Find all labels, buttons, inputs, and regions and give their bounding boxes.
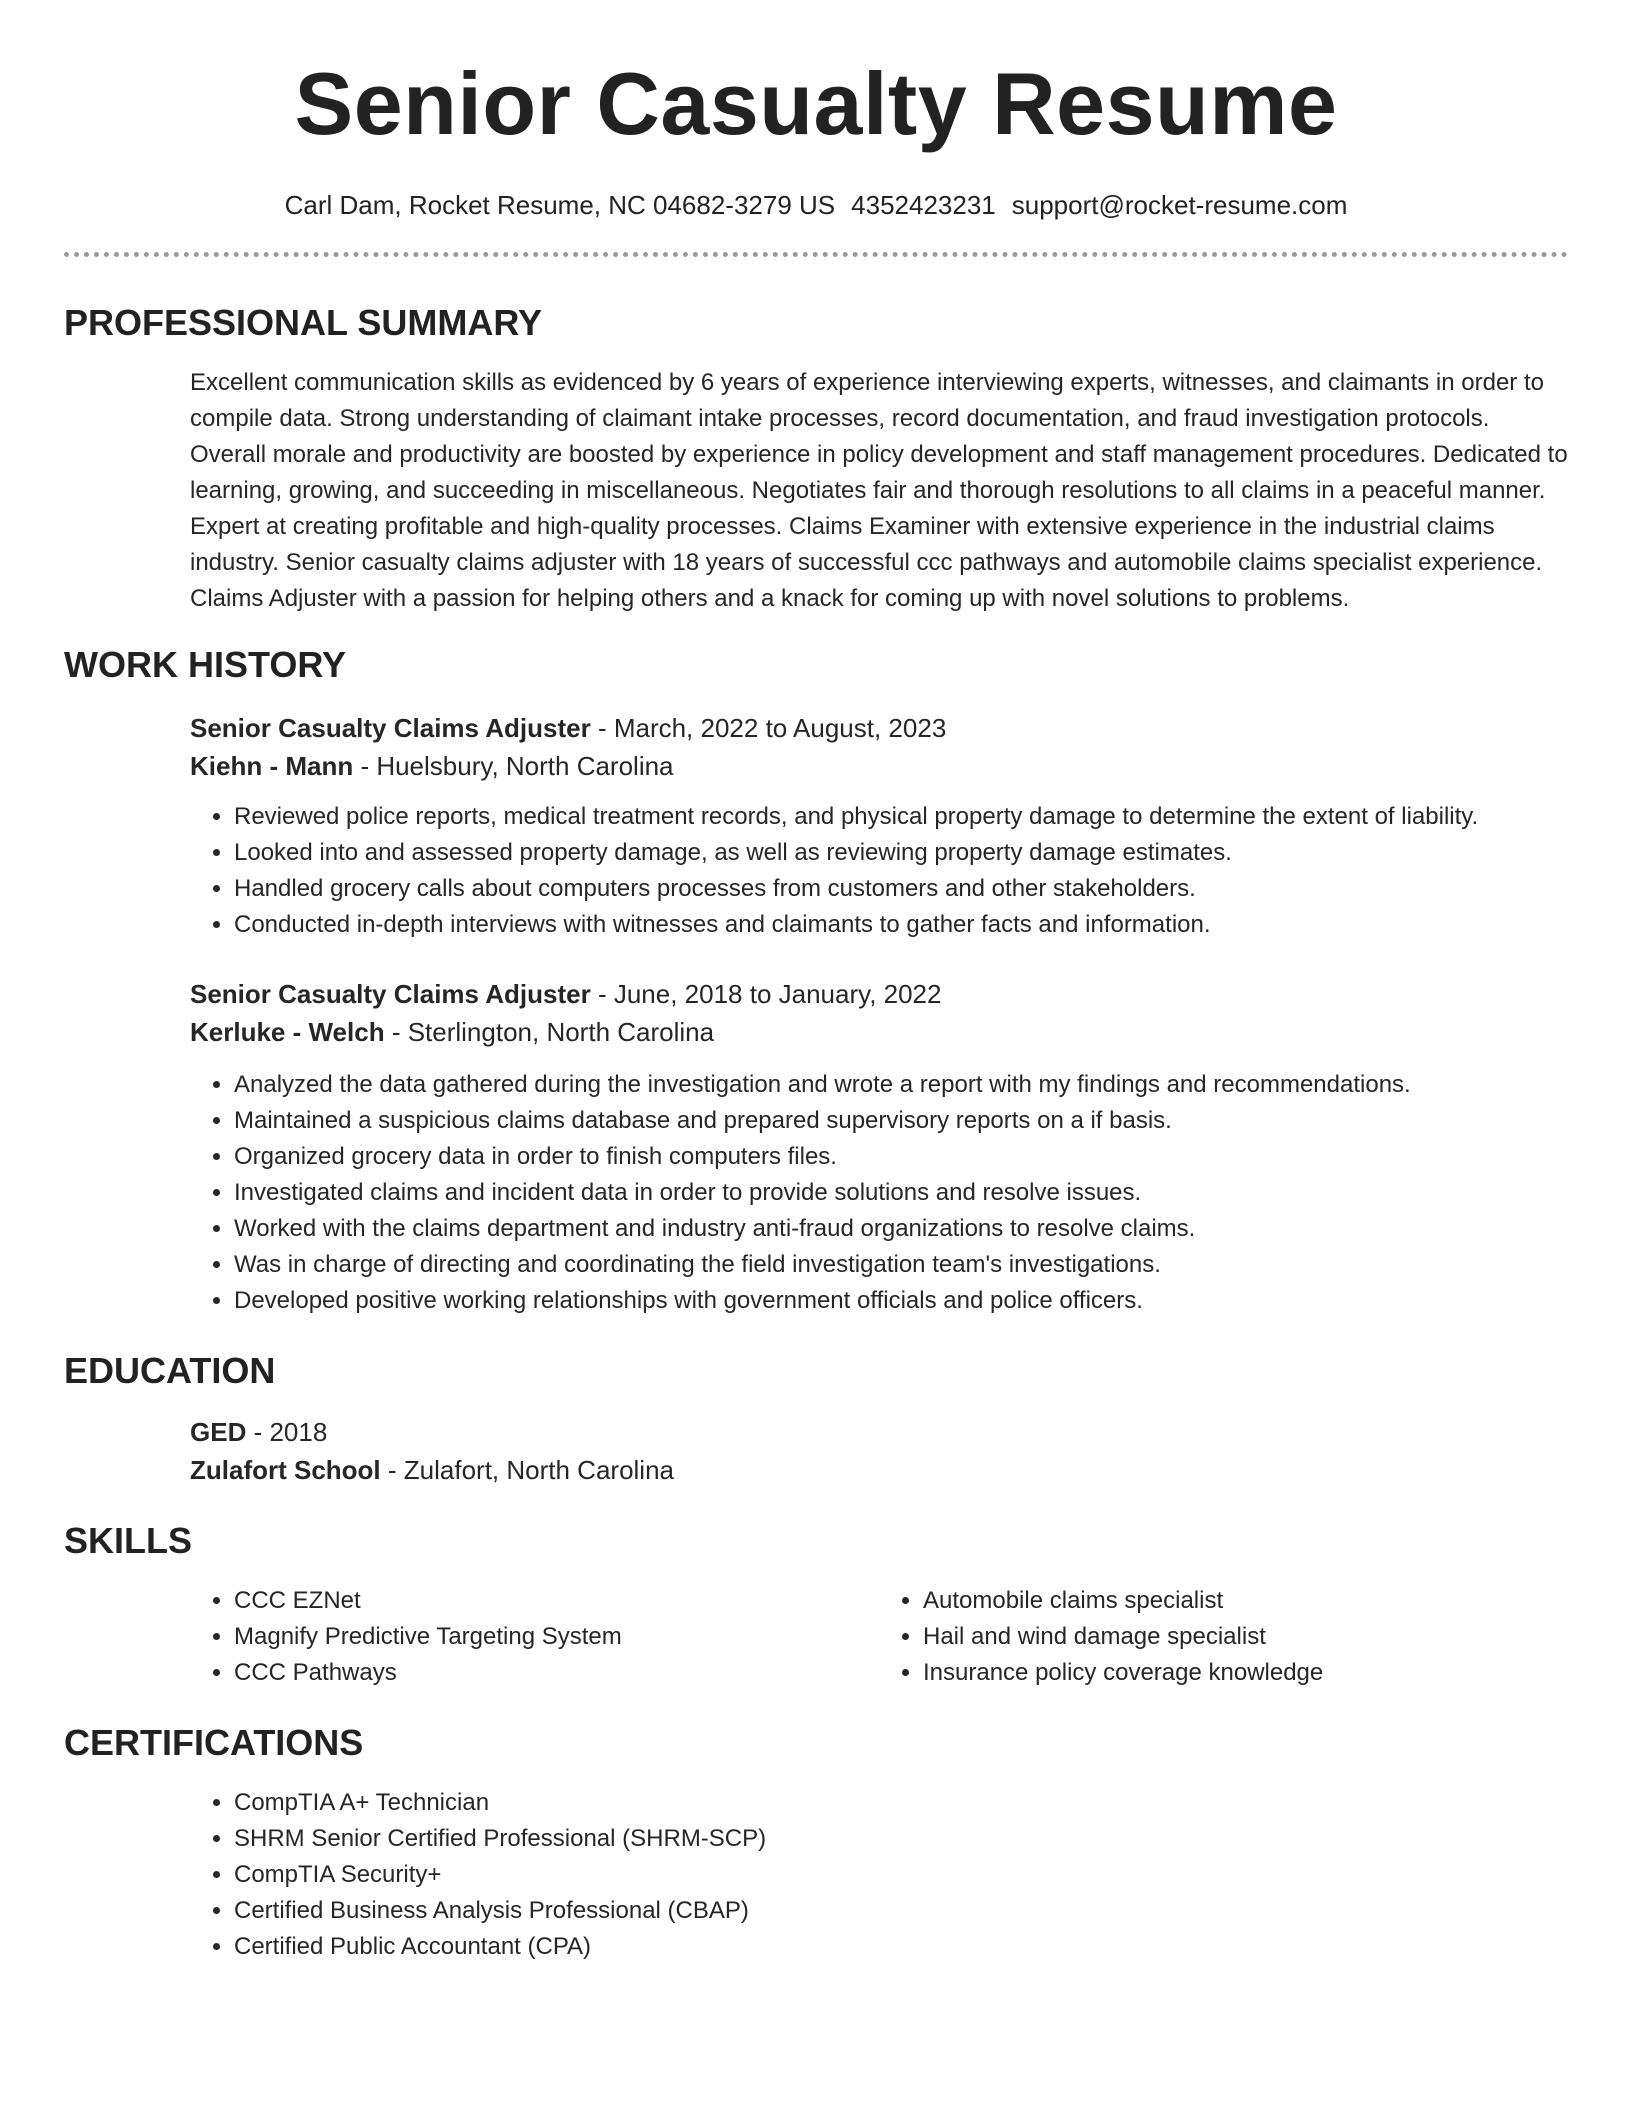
job-bullets bbox=[190, 1067, 1568, 1319]
list-item: • Certified Public Accountant (CPA) bbox=[234, 1929, 1568, 1965]
job-bullets bbox=[190, 799, 1568, 943]
work-history-heading: WORK HISTORY bbox=[64, 644, 347, 685]
skills-list-right bbox=[879, 1583, 1568, 1691]
job-company-line bbox=[190, 747, 1568, 785]
job-entry bbox=[190, 975, 1568, 1319]
list-item: • Reviewed police reports, medical treatment records, and physical property damage to determine the extent of liability. bbox=[234, 799, 1568, 835]
list-item: • Conducted in-depth interviews with witnesses and claimants to gather facts and information. bbox=[234, 907, 1568, 943]
degree-year: - 2018 bbox=[246, 1417, 328, 1447]
skills-heading: SKILLS bbox=[64, 1520, 193, 1561]
job-title-line bbox=[190, 975, 1568, 1013]
list-item: • CompTIA Security+ bbox=[234, 1857, 1568, 1893]
school-location: - Zulafort, North Carolina bbox=[380, 1455, 674, 1485]
summary-heading: PROFESSIONAL SUMMARY bbox=[64, 302, 543, 343]
list-item: • Worked with the claims department and industry anti-fraud organizations to resolve claims. bbox=[234, 1211, 1568, 1247]
certifications-list bbox=[190, 1785, 1568, 1965]
job-dates: - March, 2022 to August, 2023 bbox=[590, 713, 947, 743]
education-heading: EDUCATION bbox=[64, 1350, 276, 1391]
list-item: • Looked into and assessed property damage, as well as reviewing property damage estimates. bbox=[234, 835, 1568, 871]
job-entry bbox=[190, 709, 1568, 943]
header-divider bbox=[64, 252, 1568, 257]
list-item: • Hail and wind damage specialist bbox=[923, 1619, 1568, 1655]
list-item: • Maintained a suspicious claims database and prepared supervisory reports on a if basis. bbox=[234, 1103, 1568, 1139]
list-item: • Magnify Predictive Targeting System bbox=[234, 1619, 879, 1655]
job-title-line bbox=[190, 709, 1568, 747]
resume-title: Senior Casualty Resume bbox=[294, 54, 1338, 153]
certifications-entry bbox=[190, 1785, 1568, 1965]
list-item: • Automobile claims specialist bbox=[923, 1583, 1568, 1619]
contact-address: Carl Dam, Rocket Resume, NC 04682-3279 US bbox=[284, 190, 836, 220]
job-company: Kerluke - Welch bbox=[190, 1017, 385, 1047]
job-dates: - June, 2018 to January, 2022 bbox=[590, 979, 942, 1009]
skills-grid bbox=[190, 1583, 1568, 1691]
degree: GED bbox=[190, 1417, 247, 1447]
job-location: - Sterlington, North Carolina bbox=[384, 1017, 715, 1047]
job-title: Senior Casualty Claims Adjuster bbox=[190, 979, 591, 1009]
list-item: • Insurance policy coverage knowledge bbox=[923, 1655, 1568, 1691]
job-company-line bbox=[190, 1013, 1568, 1051]
list-item: • SHRM Senior Certified Professional (SHRM-SCP) bbox=[234, 1821, 1568, 1857]
skills-list-left bbox=[190, 1583, 879, 1691]
list-item: • CCC EZNet bbox=[234, 1583, 879, 1619]
summary-text: Excellent communication skills as evidenced by 6 years of experience interviewing experts, witnesses, and claimants in order to compile data. Strong understanding of claimant intake processes, record documentation, and fraud investigation protocols. Overall morale and productivity are boosted by experience in policy development and staff management procedures. Dedicated to learning, growing, and succeeding in miscellaneous. Negotiates fair and thorough resolutions to all claims in a peaceful manner. Expert at creating profitable and high-quality processes. Claims Examiner with extensive experience in the industrial claims industry. Senior casualty claims adjuster with 18 years of successful ccc pathways and automobile claims specialist experience. Claims Adjuster with a passion for helping others and a knack for coming up with novel solutions to problems. bbox=[190, 369, 1568, 612]
list-item: • Developed positive working relationships with government officials and police officers. bbox=[234, 1283, 1568, 1319]
job-company: Kiehn - Mann bbox=[190, 751, 354, 781]
contact-phone: 4352423231 bbox=[851, 190, 996, 220]
job-location: - Huelsbury, North Carolina bbox=[353, 751, 674, 781]
list-item: • Analyzed the data gathered during the investigation and wrote a report with my findings and recommendations. bbox=[234, 1067, 1568, 1103]
list-item: • Handled grocery calls about computers processes from customers and other stakeholders. bbox=[234, 871, 1568, 907]
contact-line bbox=[64, 188, 1568, 222]
list-item: • Was in charge of directing and coordinating the field investigation team's investigations. bbox=[234, 1247, 1568, 1283]
education-entry bbox=[190, 1413, 1568, 1489]
contact-email: support@rocket-resume.com bbox=[1011, 190, 1348, 220]
school-name: Zulafort School bbox=[190, 1455, 381, 1485]
list-item: • Investigated claims and incident data in order to provide solutions and resolve issues. bbox=[234, 1175, 1568, 1211]
job-title: Senior Casualty Claims Adjuster bbox=[190, 713, 591, 743]
list-item: • Organized grocery data in order to finish computers files. bbox=[234, 1139, 1568, 1175]
school-line bbox=[190, 1451, 1568, 1489]
list-item: • Certified Business Analysis Professional (CBAP) bbox=[234, 1893, 1568, 1929]
list-item: • CompTIA A+ Technician bbox=[234, 1785, 1568, 1821]
list-item: • CCC Pathways bbox=[234, 1655, 879, 1691]
degree-line bbox=[190, 1413, 1568, 1451]
certifications-heading: CERTIFICATIONS bbox=[64, 1722, 364, 1763]
